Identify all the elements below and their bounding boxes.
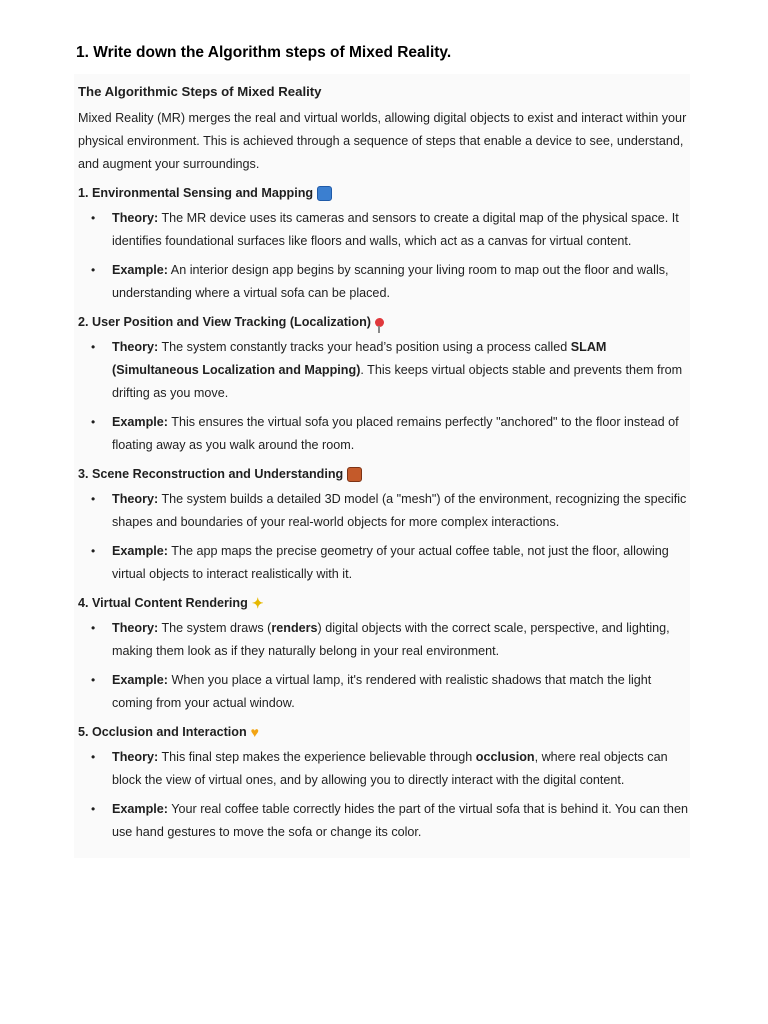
example-text: Your real coffee table correctly hides the part of the virtual sofa that is behind it. You can then use hand gestures to move the sofa or change its color. — [112, 802, 688, 839]
section-title: 5. Occlusion and Interaction — [78, 725, 247, 739]
section-heading-5 — [78, 721, 688, 744]
theory-bold-term: occlusion — [475, 750, 535, 764]
section-heading-1 — [78, 182, 688, 205]
pin-icon — [375, 318, 384, 327]
example-text: The app maps the precise geometry of your actual coffee table, not just the floor, allowing virtual objects to interact realistically with it. — [112, 544, 669, 581]
list-item-example — [112, 798, 688, 844]
theory-text: The MR device uses its cameras and sensors to create a digital map of the physical space. It identifies foundational surfaces like floors and walls, which act as a canvas for virtual content. — [112, 211, 679, 248]
theory-label: Theory: — [112, 621, 159, 635]
section-list-3 — [78, 488, 688, 586]
answer-document — [74, 74, 690, 858]
heart-icon: ♥ — [250, 724, 259, 740]
list-item-example — [112, 411, 688, 457]
section-list-1 — [78, 207, 688, 305]
question-title: 1. Write down the Algorithm steps of Mixed Reality. — [76, 44, 452, 61]
theory-text-cont: ) digital objects with the correct scale, perspective, and lighting, making them look as if they naturally belong in your real environment. — [112, 621, 670, 658]
section-list-2 — [78, 336, 688, 457]
section-title: 1. Environmental Sensing and Mapping — [78, 186, 314, 200]
theory-label: Theory: — [112, 492, 159, 506]
theory-text: The system builds a detailed 3D model (a "mesh") of the environment, recognizing the specific shapes and boundaries of your real-world objects for more complex interactions. — [112, 492, 687, 529]
list-item-example — [112, 669, 688, 715]
example-label: Example: — [112, 263, 168, 277]
sparkles-icon: ✦ — [251, 595, 264, 611]
theory-text-cont: . This keeps virtual objects stable and prevents them from drifting as you move. — [112, 363, 683, 400]
example-label: Example: — [112, 415, 168, 429]
theory-bold-term: renders — [271, 621, 318, 635]
section-heading-3 — [78, 463, 688, 486]
building-icon — [347, 467, 362, 482]
theory-label: Theory: — [112, 340, 159, 354]
document-heading: The Algorithmic Steps of Mixed Reality — [78, 84, 322, 99]
section-heading-4 — [78, 592, 688, 615]
section-title: 3. Scene Reconstruction and Understanding — [78, 467, 344, 481]
theory-label: Theory: — [112, 211, 159, 225]
list-item-theory — [112, 617, 688, 663]
theory-label: Theory: — [112, 750, 159, 764]
list-item-theory — [112, 746, 688, 792]
theory-text: This final step makes the experience believable through — [158, 750, 476, 764]
example-label: Example: — [112, 544, 168, 558]
list-item-theory — [112, 207, 688, 253]
list-item-theory — [112, 488, 688, 534]
list-item-example — [112, 540, 688, 586]
section-title: 4. Virtual Content Rendering — [78, 596, 248, 610]
intro-paragraph: Mixed Reality (MR) merges the real and virtual worlds, allowing digital objects to exist and interact within your physical environment. This is achieved through a sequence of steps that enable a device to see, understand, and augment your surroundings. — [78, 111, 687, 171]
theory-text-cont: , where real objects can block the view of virtual ones, and by allowing you to directly interact with the digital content. — [112, 750, 668, 787]
map-icon — [317, 186, 332, 201]
example-label: Example: — [112, 673, 168, 687]
theory-text: The system draws ( — [158, 621, 272, 635]
example-text: An interior design app begins by scanning your living room to map out the floor and walls, understanding where a virtual sofa can be placed. — [112, 263, 669, 300]
list-item-theory — [112, 336, 688, 405]
example-text: This ensures the virtual sofa you placed remains perfectly "anchored" to the floor instead of floating away as you walk around the room. — [112, 415, 679, 452]
list-item-example — [112, 259, 688, 305]
section-title: 2. User Position and View Tracking (Localization) — [78, 315, 371, 329]
theory-text: The system constantly tracks your head’s position using a process called — [158, 340, 571, 354]
section-list-5 — [78, 746, 688, 844]
example-text: When you place a virtual lamp, it's rendered with realistic shadows that match the light coming from your actual window. — [112, 673, 652, 710]
theory-bold-term: SLAM (Simultaneous Localization and Mapping) — [112, 340, 607, 377]
section-heading-2 — [78, 311, 688, 334]
section-list-4 — [78, 617, 688, 715]
example-label: Example: — [112, 802, 168, 816]
